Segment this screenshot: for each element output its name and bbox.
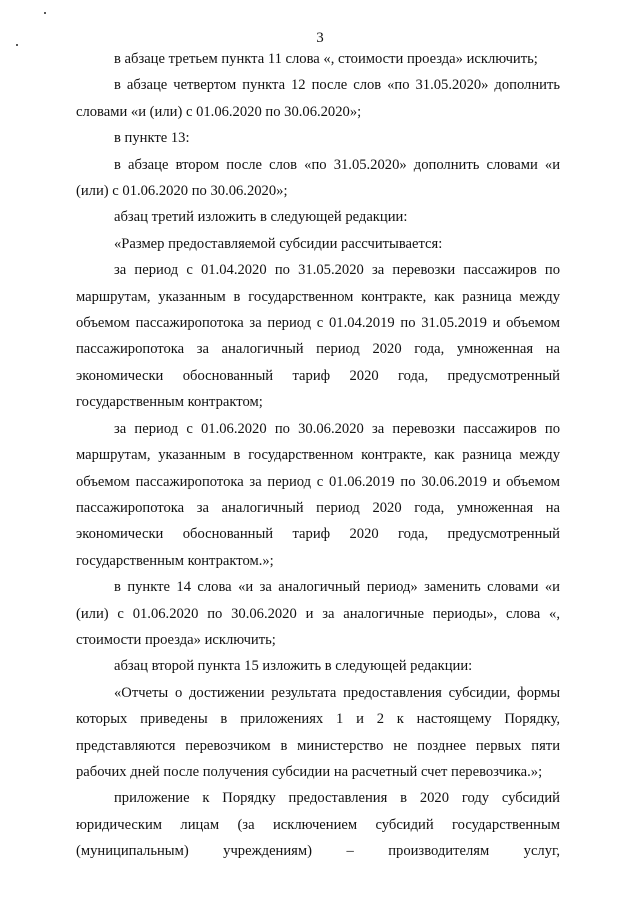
page-number: 3 bbox=[316, 30, 324, 46]
document-body bbox=[76, 46, 560, 865]
paragraph: приложение к Порядку предоставления в 2020 году субсидий юридическим лицам (за исключением субсидий государственным (муниципальным) учреждениям) – производителям услуг, bbox=[76, 790, 560, 860]
paragraph: за период с 01.04.2020 по 31.05.2020 за перевозки пассажиров по маршрутам, указанным в государственном контракте, как разница между объемом пассажиропотока за период с 01.04.2019 по 31.05.2019 и объемом пассажиропотока за аналогичный период 2020 года, умноженная на экономически обоснованный тариф 2020 года, предусмотренный государственным контрактом; bbox=[76, 262, 560, 411]
paragraph: за период с 01.06.2020 по 30.06.2020 за перевозки пассажиров по маршрутам, указанным в государственном контракте, как разница между объемом пассажиропотока за период с 01.06.2019 по 30.06.2019 и объемом пассажиропотока за аналогичный период 2020 года, умноженная на экономически обоснованный тариф 2020 года, предусмотренный государственным контрактом.»; bbox=[76, 420, 560, 569]
paragraph: абзац второй пункта 15 изложить в следующей редакции: bbox=[114, 658, 473, 675]
paragraph: абзац третий изложить в следующей редакции: bbox=[114, 209, 408, 226]
paragraph: «Размер предоставляемой субсидии рассчитывается: bbox=[114, 235, 443, 252]
paragraph: в абзаце третьем пункта 11 слова «, стоимости проезда» исключить; bbox=[114, 51, 538, 67]
paragraph: в абзаце четвертом пункта 12 после слов «по 31.05.2020» дополнить словами «и (или) с 01.06.2020 по 30.06.2020»; bbox=[76, 77, 560, 120]
paragraph: в пункте 14 слова «и за аналогичный период» заменить словами «и (или) с 01.06.2020 по 30.06.2020 и за аналогичные периоды», слова «, стоимости проезда» исключить; bbox=[76, 579, 560, 648]
paragraph: в пункте 13: bbox=[114, 130, 190, 147]
scan-speck bbox=[44, 12, 46, 14]
paragraph: в абзаце втором после слов «по 31.05.2020» дополнить словами «и (или) с 01.06.2020 по 30.06.2020»; bbox=[76, 156, 560, 200]
paragraph: «Отчеты о достижении результата предоставления субсидии, формы которых приведены в приложениях 1 и 2 к настоящему Порядку, представляются перевозчиком в министерство не позднее первых пяти рабочих дней после получения субсидии на расчетный счет перевозчика.»; bbox=[76, 684, 560, 780]
